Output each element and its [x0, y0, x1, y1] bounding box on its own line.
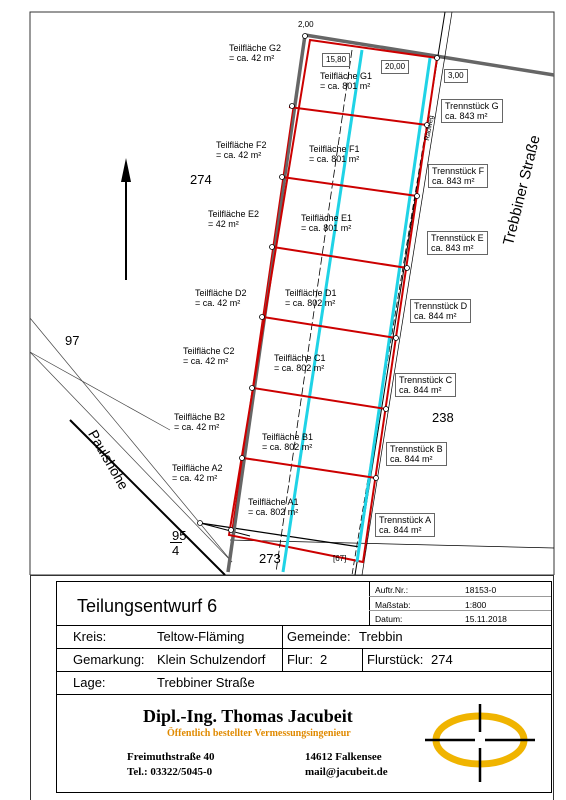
area2-b: Teilfläche B2 = ca. 42 m² [174, 412, 226, 432]
trenn-a: Trennstück A ca. 844 m² [375, 513, 435, 537]
company-subtitle: Öffentlich bestellter Vermessungsingenieur [167, 728, 351, 739]
area1-a: Teilfläche A1 = ca. 802 m² [248, 497, 299, 517]
gemarkung-row: Gemarkung: Klein Schulzendorf Flur: 2 Flurstück: 274 [57, 648, 551, 672]
dim-bottom: [67] [333, 554, 347, 563]
area2-f: Teilfläche F2 = ca. 42 m² [216, 140, 267, 160]
title-row: Teilungsentwurf 6 Auftr.Nr.: 18153-0 Maßstab: 1:800 Datum: 15.11.2018 [57, 582, 551, 626]
dim-b: 20,00 [381, 60, 409, 74]
area1-f: Teilfläche F1 = ca. 801 m² [309, 144, 360, 164]
parcel-273: 273 [259, 551, 281, 566]
dim-top: 2,00 [298, 20, 314, 29]
area1-g: Teilfläche G1 = ca. 801 m² [320, 71, 373, 91]
company-logo-icon [423, 702, 543, 786]
trenn-d: Trennstück D ca. 844 m² [410, 299, 471, 323]
area2-g: Teilfläche G2 = ca. 42 m² [229, 43, 282, 63]
parcel-95: 95 [172, 528, 187, 543]
area2-a: Teilfläche A2 = ca. 42 m² [172, 463, 223, 483]
area2-d: Teilfläche D2 = ca. 42 m² [195, 288, 247, 308]
company-name: Dipl.-Ing. Thomas Jacubeit [143, 706, 353, 726]
parcel-4: 4 [172, 543, 180, 558]
north-arrow-head-icon [121, 158, 131, 182]
street-paulshoehe: Paulshöhe [85, 427, 133, 493]
company-city: 14612 Falkensee [305, 751, 382, 763]
company-street: Freimuthstraße 40 [127, 751, 215, 763]
area1-c: Teilfläche C1 = ca. 802 m² [274, 353, 326, 373]
area2-c: Teilfläche C2 = ca. 42 m² [183, 346, 235, 366]
company-phone: Tel.: 03322/5045-0 [127, 766, 213, 778]
dim-a: 15,80 [322, 53, 350, 67]
parcel-238: 238 [432, 410, 454, 425]
dim-right: 3,00 [444, 69, 468, 83]
parcel-97: 97 [65, 333, 80, 348]
trenn-g: Trennstück G ca. 843 m² [441, 99, 503, 123]
path-label: Radweg [423, 114, 436, 142]
trenn-f: Trennstück F ca. 843 m² [428, 164, 488, 188]
parcel-274: 274 [190, 172, 212, 187]
trenn-e: Trennstück E ca. 843 m² [427, 231, 488, 255]
trenn-c: Trennstück C ca. 844 m² [395, 373, 456, 397]
title-block [56, 581, 552, 793]
area1-e: Teilfläche E1 = ca. 801 m² [301, 213, 353, 233]
trenn-b: Trennstück B ca. 844 m² [386, 442, 447, 466]
area1-b: Teilfläche B1 = ca. 802 m² [262, 432, 314, 452]
page-title: Teilungsentwurf 6 [77, 596, 218, 616]
area2-e: Teilfläche E2 = 42 m² [208, 209, 260, 229]
company-email[interactable]: mail@jacubeit.de [305, 766, 388, 778]
lage-row: Lage: Trebbiner Straße [57, 671, 551, 695]
kreis-row: Kreis: Teltow-Fläming Gemeinde: Trebbin [57, 625, 551, 649]
area1-d: Teilfläche D1 = ca. 802 m² [285, 288, 337, 308]
street-trebbiner: Trebbiner Straße [500, 133, 544, 248]
